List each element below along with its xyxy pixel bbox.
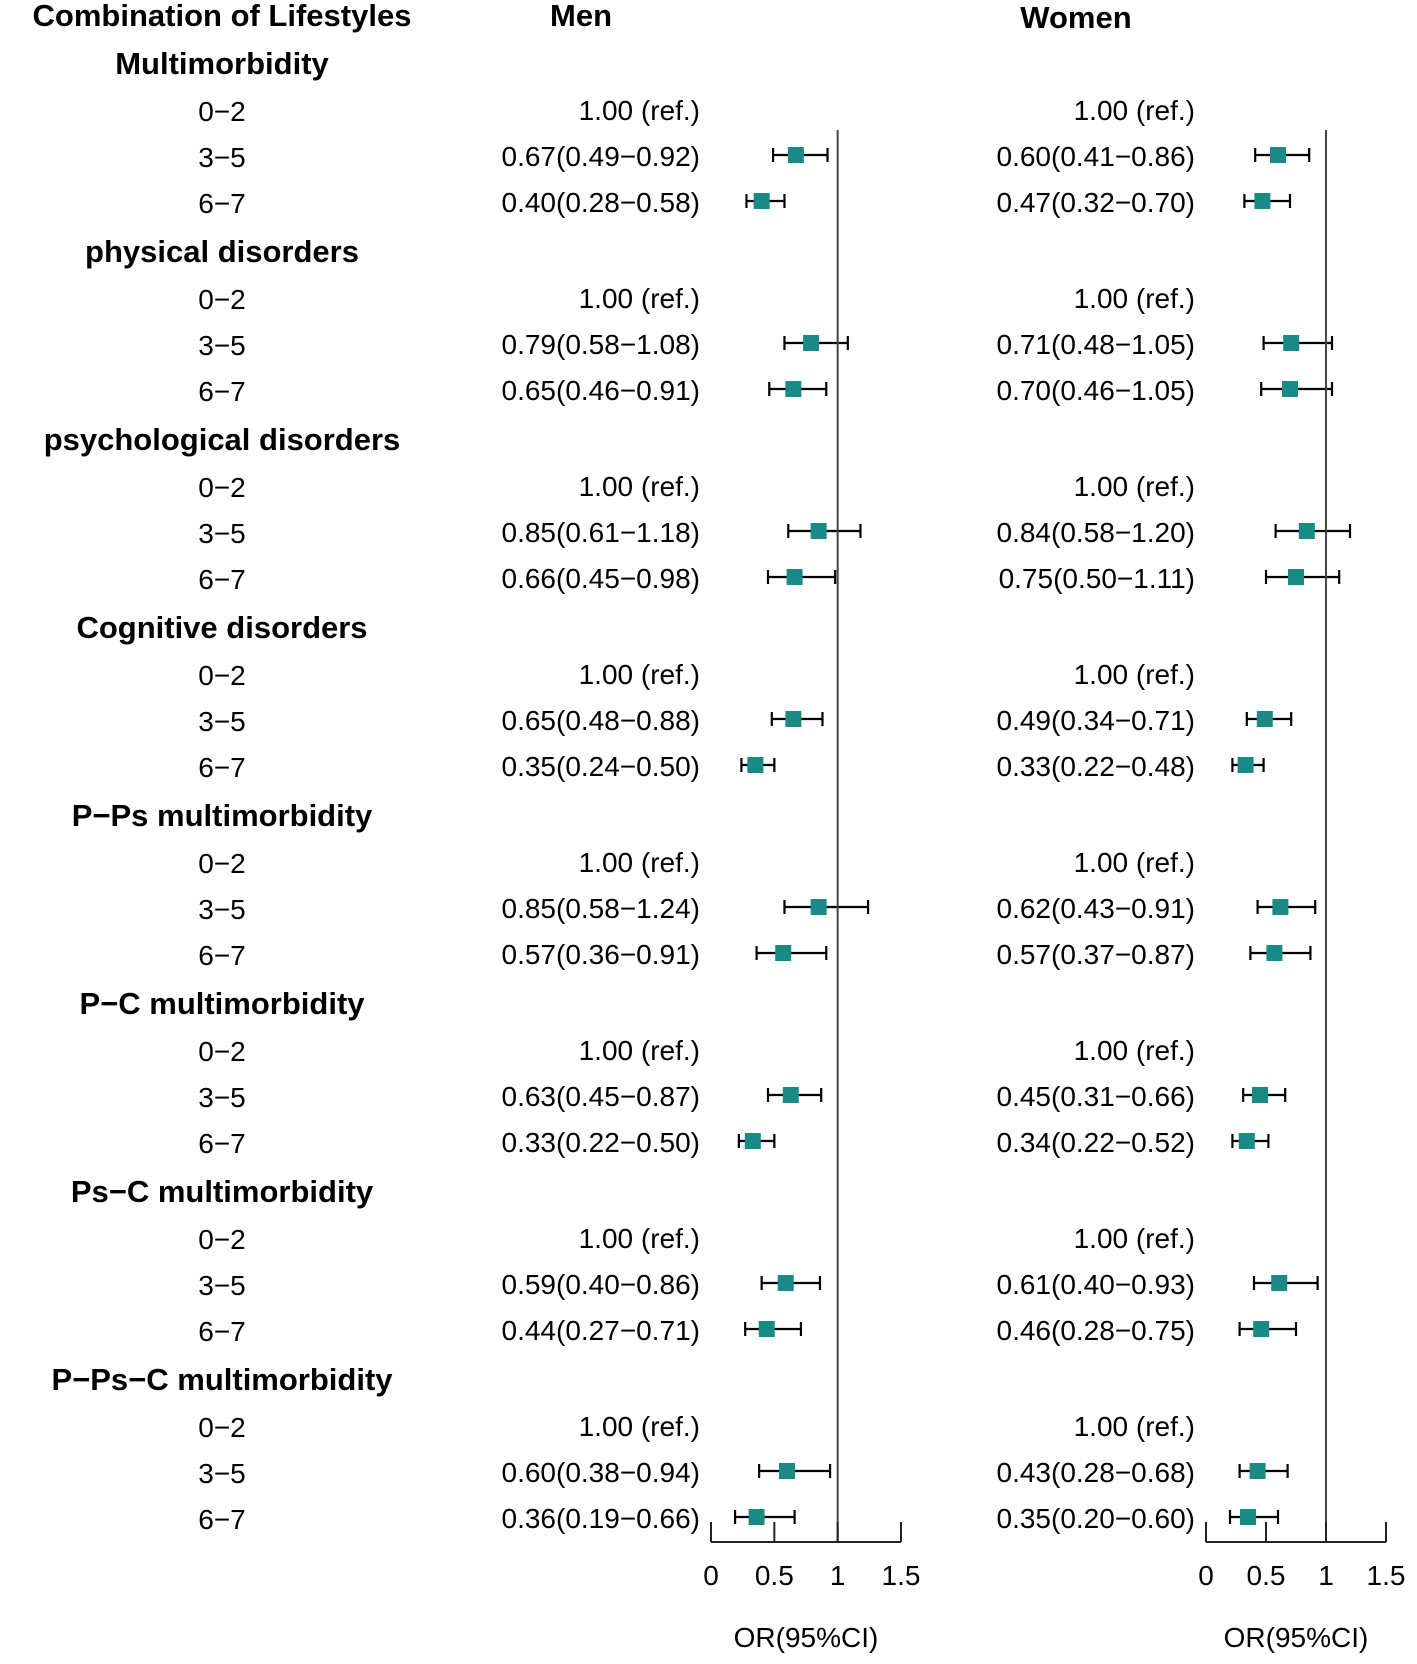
or-point-marker <box>1266 945 1282 961</box>
x-axis-title: OR(95%CI) <box>733 1622 879 1653</box>
x-tick-label: 0 <box>1198 1560 1214 1591</box>
or-point-marker <box>787 569 803 585</box>
x-tick-label: 0.5 <box>754 1560 794 1591</box>
estimate-label: 0.34(0.22−0.52) <box>996 1127 1195 1158</box>
estimate-label: 0.49(0.34−0.71) <box>996 705 1195 736</box>
x-tick-label: 0.5 <box>1246 1560 1286 1591</box>
estimate-label: 0.33(0.22−0.50) <box>501 1127 700 1158</box>
estimate-label: 0.47(0.32−0.70) <box>996 187 1195 218</box>
label-column-header: Combination of Lifestyles <box>32 0 412 33</box>
estimate-label: 0.63(0.45−0.87) <box>501 1081 700 1112</box>
group-title: psychological disorders <box>43 422 401 457</box>
estimate-label: 0.59(0.40−0.86) <box>501 1269 700 1300</box>
or-point-marker <box>1288 569 1304 585</box>
level-label: 3−5 <box>198 1458 246 1489</box>
or-point-marker <box>1238 757 1254 773</box>
or-point-marker <box>778 1275 794 1291</box>
x-tick-label: 1.5 <box>1366 1560 1406 1591</box>
or-point-marker <box>785 381 801 397</box>
or-point-marker <box>1239 1133 1255 1149</box>
or-point-marker <box>1270 147 1286 163</box>
reference-estimate-label: 1.00 (ref.) <box>1073 847 1195 878</box>
or-point-marker <box>803 335 819 351</box>
level-label: 6−7 <box>198 1316 246 1347</box>
or-point-marker <box>779 1463 795 1479</box>
estimate-label: 0.57(0.37−0.87) <box>996 939 1195 970</box>
reference-estimate-label: 1.00 (ref.) <box>1073 471 1195 502</box>
level-label: 3−5 <box>198 518 246 549</box>
or-point-marker <box>1250 1463 1266 1479</box>
level-label: 6−7 <box>198 564 246 595</box>
or-point-marker <box>788 147 804 163</box>
level-label: 6−7 <box>198 1128 246 1159</box>
estimate-label: 0.75(0.50−1.11) <box>998 563 1195 594</box>
or-point-marker <box>759 1321 775 1337</box>
level-label: 0−2 <box>198 472 246 503</box>
estimate-label: 0.40(0.28−0.58) <box>501 187 700 218</box>
level-label: 3−5 <box>198 1270 246 1301</box>
estimate-label: 0.33(0.22−0.48) <box>996 751 1195 782</box>
or-point-marker <box>775 945 791 961</box>
level-label: 3−5 <box>198 330 246 361</box>
or-point-marker <box>785 711 801 727</box>
or-point-marker <box>1257 711 1273 727</box>
group-title: physical disorders <box>85 234 359 269</box>
estimate-label: 0.85(0.58−1.24) <box>501 893 700 924</box>
or-point-marker <box>811 523 827 539</box>
reference-estimate-label: 1.00 (ref.) <box>578 1035 700 1066</box>
estimate-label: 0.84(0.58−1.20) <box>996 517 1195 548</box>
women-panel-header: Women <box>1020 0 1132 35</box>
reference-estimate-label: 1.00 (ref.) <box>578 1411 700 1442</box>
estimate-label: 0.36(0.19−0.66) <box>501 1503 700 1534</box>
level-label: 6−7 <box>198 1504 246 1535</box>
or-point-marker <box>1271 1275 1287 1291</box>
women-forest-panel <box>997 95 1406 1653</box>
estimate-label: 0.44(0.27−0.71) <box>501 1315 700 1346</box>
or-point-marker <box>749 1509 765 1525</box>
reference-estimate-label: 1.00 (ref.) <box>1073 1035 1195 1066</box>
level-label: 6−7 <box>198 188 246 219</box>
x-tick-label: 0 <box>703 1560 719 1591</box>
men-panel-header: Men <box>550 0 612 33</box>
x-tick-label: 1 <box>829 1560 846 1591</box>
reference-estimate-label: 1.00 (ref.) <box>1073 95 1195 126</box>
estimate-label: 0.35(0.20−0.60) <box>996 1503 1195 1534</box>
level-label: 3−5 <box>198 142 246 173</box>
reference-estimate-label: 1.00 (ref.) <box>1073 1411 1195 1442</box>
men-forest-panel <box>502 95 921 1653</box>
level-label: 3−5 <box>198 1082 246 1113</box>
estimate-label: 0.60(0.38−0.94) <box>501 1457 700 1488</box>
reference-estimate-label: 1.00 (ref.) <box>1073 1223 1195 1254</box>
reference-estimate-label: 1.00 (ref.) <box>578 1223 700 1254</box>
or-point-marker <box>754 193 770 209</box>
or-point-marker <box>1254 193 1270 209</box>
or-point-marker <box>1272 899 1288 915</box>
level-label: 0−2 <box>198 284 246 315</box>
x-axis-title: OR(95%CI) <box>1223 1622 1369 1653</box>
estimate-label: 0.57(0.36−0.91) <box>501 939 700 970</box>
level-label: 6−7 <box>198 752 246 783</box>
or-point-marker <box>1283 335 1299 351</box>
reference-estimate-label: 1.00 (ref.) <box>578 95 700 126</box>
estimate-label: 0.67(0.49−0.92) <box>501 141 700 172</box>
level-label: 0−2 <box>198 1412 246 1443</box>
or-point-marker <box>1282 381 1298 397</box>
group-title: Multimorbidity <box>115 46 329 81</box>
estimate-label: 0.43(0.28−0.68) <box>996 1457 1195 1488</box>
reference-estimate-label: 1.00 (ref.) <box>1073 283 1195 314</box>
estimate-label: 0.45(0.31−0.66) <box>996 1081 1195 1112</box>
estimate-label: 0.70(0.46−1.05) <box>996 375 1195 406</box>
or-point-marker <box>811 899 827 915</box>
estimate-label: 0.71(0.48−1.05) <box>996 329 1195 360</box>
level-label: 0−2 <box>198 1036 246 1067</box>
level-label: 6−7 <box>198 940 246 971</box>
estimate-label: 0.66(0.45−0.98) <box>501 563 700 594</box>
or-point-marker <box>747 757 763 773</box>
estimate-label: 0.65(0.48−0.88) <box>501 705 700 736</box>
or-point-marker <box>783 1087 799 1103</box>
or-point-marker <box>1299 523 1315 539</box>
level-label: 0−2 <box>198 96 246 127</box>
group-title: P−Ps−C multimorbidity <box>51 1362 393 1397</box>
level-label: 3−5 <box>198 706 246 737</box>
level-label: 0−2 <box>198 848 246 879</box>
estimate-label: 0.62(0.43−0.91) <box>996 893 1195 924</box>
or-point-marker <box>745 1133 761 1149</box>
or-point-marker <box>1253 1321 1269 1337</box>
level-label: 3−5 <box>198 894 246 925</box>
estimate-label: 0.85(0.61−1.18) <box>501 517 700 548</box>
estimate-label: 0.60(0.41−0.86) <box>996 141 1195 172</box>
level-label: 6−7 <box>198 376 246 407</box>
reference-estimate-label: 1.00 (ref.) <box>578 283 700 314</box>
reference-estimate-label: 1.00 (ref.) <box>578 659 700 690</box>
reference-estimate-label: 1.00 (ref.) <box>578 847 700 878</box>
or-point-marker <box>1240 1509 1256 1525</box>
x-tick-label: 1 <box>1318 1560 1334 1591</box>
estimate-label: 0.65(0.46−0.91) <box>501 375 700 406</box>
group-title: Ps−C multimorbidity <box>70 1174 374 1209</box>
forest-rows <box>44 46 401 1535</box>
estimate-label: 0.79(0.58−1.08) <box>501 329 700 360</box>
level-label: 0−2 <box>198 660 246 691</box>
group-title: P−C multimorbidity <box>79 986 365 1021</box>
reference-estimate-label: 1.00 (ref.) <box>1073 659 1195 690</box>
estimate-label: 0.35(0.24−0.50) <box>501 751 700 782</box>
group-title: Cognitive disorders <box>76 610 368 645</box>
estimate-label: 0.46(0.28−0.75) <box>996 1315 1195 1346</box>
x-tick-label: 1.5 <box>881 1560 921 1591</box>
reference-estimate-label: 1.00 (ref.) <box>578 471 700 502</box>
level-label: 0−2 <box>198 1224 246 1255</box>
or-point-marker <box>1252 1087 1268 1103</box>
estimate-label: 0.61(0.40−0.93) <box>996 1269 1195 1300</box>
group-title: P−Ps multimorbidity <box>71 798 373 833</box>
